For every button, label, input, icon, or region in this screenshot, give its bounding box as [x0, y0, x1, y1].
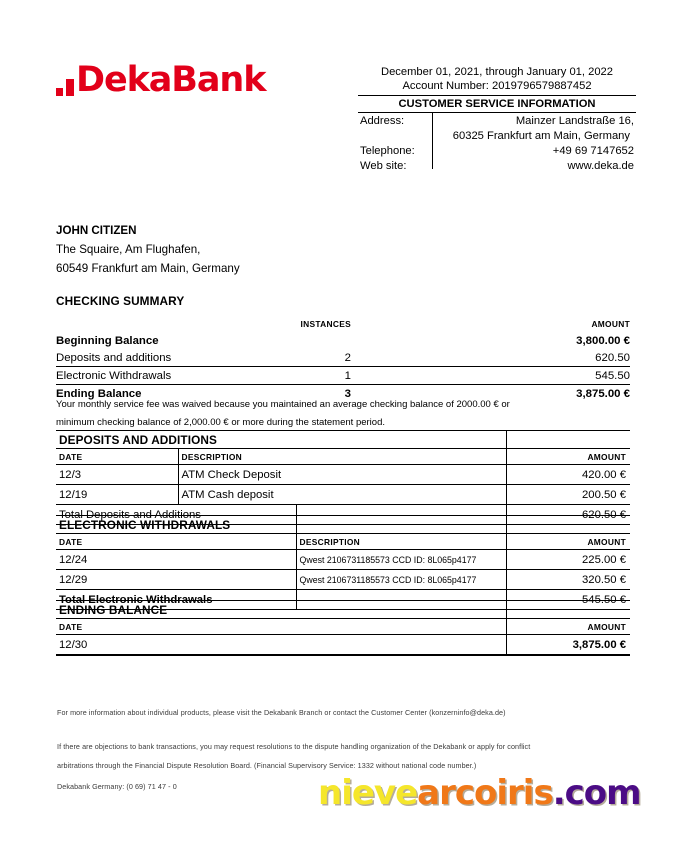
deposits-title-blank	[506, 431, 630, 449]
table-row	[56, 550, 630, 570]
deposit-amount: 420.00 €	[506, 465, 630, 485]
deposits-title-row	[56, 431, 630, 449]
statement-header	[358, 66, 636, 173]
customer-address-block	[56, 222, 240, 278]
footer-line-1: For more information about individual products, please visit the Dekabank Branch or contact the Customer Center (konzerninfo@deka.de)	[57, 708, 506, 717]
address-label-blank	[358, 137, 434, 139]
withdrawal-date: 12/29	[56, 570, 296, 590]
row-label: Beginning Balance	[56, 334, 159, 347]
logo-square-small-icon	[56, 88, 63, 96]
withdrawals-col-description: DESCRIPTION	[296, 534, 506, 550]
ending-balance-col-date: DATE	[56, 619, 506, 635]
table-row	[56, 635, 630, 655]
address-value-line2: 60325 Frankfurt am Main, Germany	[452, 130, 630, 142]
withdrawal-amount: 320.50 €	[506, 570, 630, 590]
footer-line-2: If there are objections to bank transactions, you may request resolutions to the dispute handling organization of the Dekabank or apply for conflict	[57, 742, 531, 751]
watermark-part-2: arcoiris	[417, 773, 553, 813]
checking-summary-row-deposits	[56, 349, 630, 366]
row-label: Electronic Withdrawals	[56, 369, 172, 382]
watermark-part-1: nieve	[318, 773, 418, 813]
withdrawals-col-date: DATE	[56, 534, 296, 550]
ending-balance-column-headers	[56, 619, 630, 635]
footer-line-3: arbitrations through the Financial Dispute Resolution Board. (Financial Supervisory Service: 1332 without national code number.)	[57, 761, 477, 770]
withdrawals-title-blank2	[506, 516, 630, 534]
website-label: Web site:	[360, 160, 407, 172]
service-fee-note-line1: Your monthly service fee was waived because you maintained an average checking balance of 2000.00 € or	[56, 399, 510, 410]
ending-balance-amount: 3,875.00 €	[506, 635, 630, 655]
deposit-date: 12/3	[56, 465, 178, 485]
table-row	[56, 485, 630, 505]
row-instances: 3	[344, 387, 351, 400]
deposit-date: 12/19	[56, 485, 178, 505]
ending-balance-title-blank	[506, 601, 630, 619]
customer-service-row-address2	[358, 128, 636, 143]
ending-balance-title-row	[56, 601, 630, 619]
checking-summary-section	[56, 294, 630, 402]
checking-summary-col-instances: INSTANCES	[300, 319, 351, 329]
customer-service-grid	[358, 113, 636, 173]
deposits-col-amount: AMOUNT	[506, 449, 630, 465]
checking-summary-col-blank	[56, 319, 231, 329]
checking-summary-row-withdrawals	[56, 366, 630, 384]
row-amount: 620.50	[595, 351, 630, 364]
watermark-nievearcoiris	[318, 773, 641, 813]
bottom-rule-cell	[56, 655, 630, 656]
row-instances: 2	[344, 351, 351, 364]
checking-summary-row-beginning	[56, 332, 630, 349]
withdrawal-description: Qwest 2106731185573 CCD ID: 8L065p4177	[296, 550, 506, 570]
withdrawals-col-amount: AMOUNT	[506, 534, 630, 550]
service-fee-note	[56, 396, 630, 431]
deposit-description: ATM Check Deposit	[178, 465, 506, 485]
withdrawal-description: Qwest 2106731185573 CCD ID: 8L065p4177	[296, 570, 506, 590]
ending-balance-table	[56, 600, 630, 656]
telephone-value: +49 69 7147652	[552, 145, 634, 157]
table-row	[56, 465, 630, 485]
withdrawals-column-headers	[56, 534, 630, 550]
row-amount: 545.50	[595, 369, 630, 382]
deposits-col-date: DATE	[56, 449, 178, 465]
address-label: Address:	[360, 115, 405, 127]
checking-summary-title: CHECKING SUMMARY	[56, 294, 185, 308]
telephone-label: Telephone:	[360, 145, 415, 157]
withdrawals-total-label: Total Electronic Withdrawals	[56, 590, 296, 610]
withdrawals-title: ELECTRONIC WITHDRAWALS	[56, 516, 296, 534]
deposits-total-label: Total Deposits and Additions	[56, 505, 296, 525]
statement-period: December 01, 2021, through January 01, 2022	[381, 66, 613, 78]
deposits-total-amount: 620.50 €	[506, 505, 630, 525]
deposit-description: ATM Cash deposit	[178, 485, 506, 505]
deposit-amount: 200.50 €	[506, 485, 630, 505]
checking-summary-spacer	[351, 319, 520, 329]
customer-address-line1: The Squaire, Am Flughafen,	[56, 242, 201, 256]
row-label: Deposits and additions	[56, 351, 172, 364]
customer-service-title: CUSTOMER SERVICE INFORMATION	[358, 95, 636, 113]
footer-line-4: Dekabank Germany: (0 69) 71 47 - 0	[57, 782, 177, 791]
website-value: www.deka.de	[567, 160, 634, 172]
row-amount: 3,800.00 €	[576, 334, 630, 347]
ending-balance-bottom-rule	[56, 655, 630, 656]
logo-square-tall-icon	[66, 79, 74, 96]
withdrawals-total-amount: 545.50 €	[506, 590, 630, 610]
service-fee-note-line2: minimum checking balance of 2,000.00 € or more during the statement period.	[56, 416, 385, 428]
ending-balance-title: ENDING BALANCE	[56, 601, 506, 619]
customer-address-line2: 60549 Frankfurt am Main, Germany	[56, 261, 240, 275]
row-instances: 1	[344, 369, 351, 382]
customer-service-row-website	[358, 158, 636, 173]
checking-summary-col-amount: AMOUNT	[591, 319, 630, 329]
deposits-col-description: DESCRIPTION	[178, 449, 506, 465]
ending-balance-col-amount: AMOUNT	[506, 619, 630, 635]
watermark-part-3: .com	[552, 773, 641, 813]
row-label: Ending Balance	[56, 387, 142, 400]
logo-wordmark: DekaBank	[76, 60, 266, 100]
deposits-column-headers	[56, 449, 630, 465]
account-number: Account Number: 2019796579887452	[402, 80, 592, 92]
address-value-line1: Mainzer Landstraße 16,	[515, 115, 634, 127]
ending-balance-date: 12/30	[56, 635, 506, 655]
row-amount: 3,875.00 €	[576, 387, 630, 400]
customer-name: JOHN CITIZEN	[56, 224, 137, 237]
checking-summary-column-headers	[56, 308, 630, 332]
customer-service-row-telephone	[358, 143, 636, 158]
deposits-title: DEPOSITS AND ADDITIONS	[56, 431, 506, 449]
withdrawal-date: 12/24	[56, 550, 296, 570]
dekabank-logo	[56, 60, 266, 100]
withdrawals-title-row	[56, 516, 630, 534]
withdrawals-title-blank1	[296, 516, 506, 534]
deposits-table	[56, 430, 630, 525]
withdrawal-amount: 225.00 €	[506, 550, 630, 570]
table-row	[56, 570, 630, 590]
withdrawals-table	[56, 515, 630, 610]
customer-service-row-address	[358, 113, 636, 128]
